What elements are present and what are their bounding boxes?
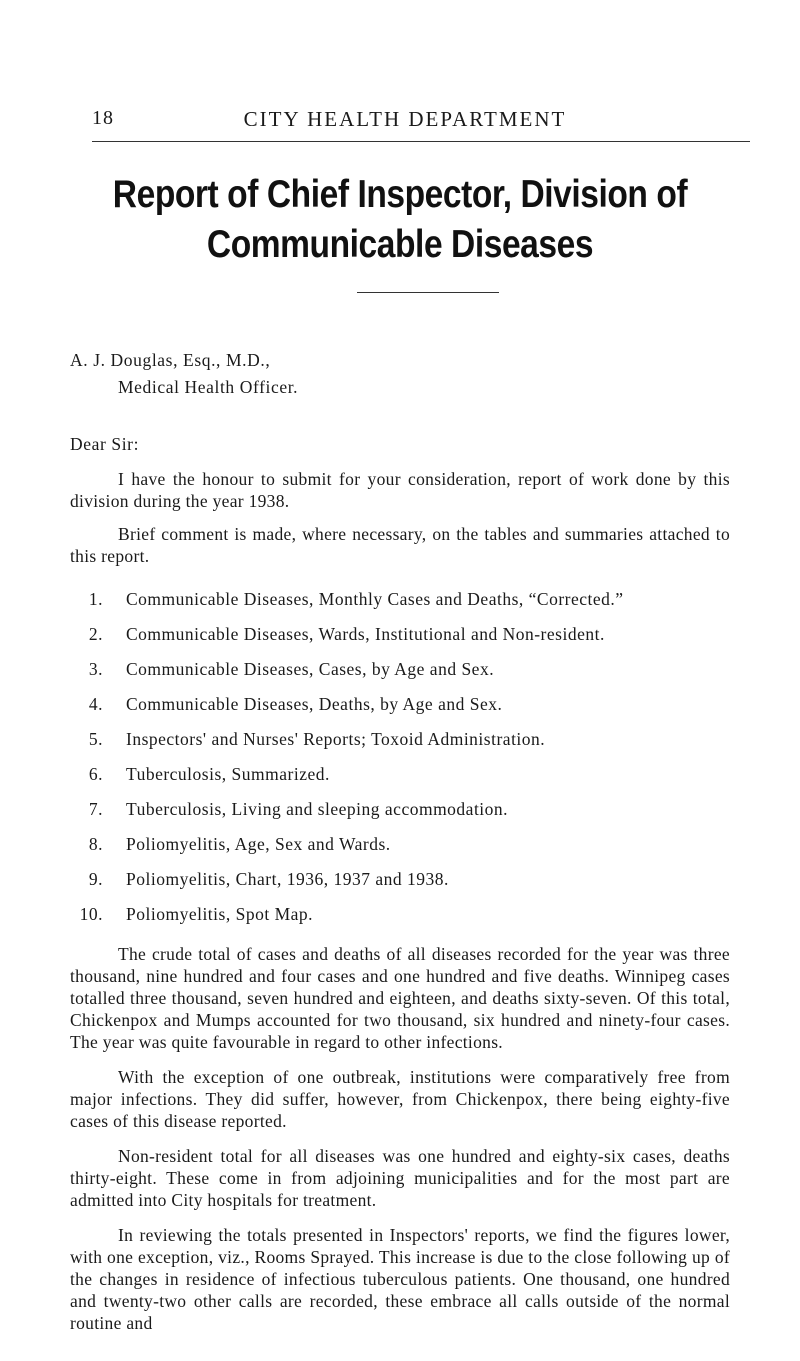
list-item-text: Tuberculosis, Summarized. — [126, 764, 330, 784]
list-item-text: Communicable Diseases, Wards, Institutional and Non-resident. — [126, 624, 605, 644]
list-item-text: Poliomyelitis, Chart, 1936, 1937 and 1938. — [126, 869, 449, 889]
report-title-line-2: Communicable Diseases — [206, 223, 594, 266]
list-item — [70, 693, 750, 728]
list-item-number: 6. — [88, 764, 103, 784]
non-resident-paragraph: Non-resident total for all diseases was one hundred and eighty-six cases, deaths thirty-eight. These come in from adjoining municipalities and for the most part are admitted into City hospitals for treatment. — [70, 1146, 730, 1210]
list-item-number: 3. — [88, 659, 103, 679]
list-item — [70, 798, 750, 833]
addressee-name: A. J. Douglas, Esq., M.D., — [70, 350, 271, 370]
list-item-text: Tuberculosis, Living and sleeping accommodation. — [126, 799, 509, 819]
report-title — [108, 170, 693, 270]
list-item-text: Poliomyelitis, Spot Map. — [126, 904, 314, 924]
title-rule — [357, 292, 499, 293]
list-item — [70, 833, 750, 868]
list-item-text: Poliomyelitis, Age, Sex and Wards. — [126, 834, 391, 854]
list-item-text: Communicable Diseases, Monthly Cases and Deaths, “Corrected.” — [126, 589, 624, 609]
list-item — [70, 868, 750, 903]
intro-paragraph: I have the honour to submit for your consideration, report of work done by this division during the year 1938. — [70, 469, 730, 511]
header-rule — [92, 141, 750, 142]
tables-list — [70, 588, 750, 938]
salutation: Dear Sir: — [70, 434, 140, 454]
list-item-number: 9. — [88, 869, 103, 889]
list-item-text: Inspectors' and Nurses' Reports; Toxoid Administration. — [126, 729, 546, 749]
running-header — [70, 107, 730, 137]
list-item — [70, 588, 750, 623]
list-item-number: 4. — [88, 694, 103, 714]
list-item-number: 1. — [88, 589, 103, 609]
list-item — [70, 658, 750, 693]
comment-paragraph: Brief comment is made, where necessary, on the tables and summaries attached to this report. — [70, 524, 730, 566]
list-item-number: 7. — [88, 799, 103, 819]
institutions-paragraph: With the exception of one outbreak, institutions were comparatively free from major infections. They did suffer, however, from Chickenpox, there being eighty-five cases of this disease reported. — [70, 1067, 730, 1131]
list-item-number: 2. — [88, 624, 103, 644]
list-item-number: 10. — [79, 904, 103, 924]
list-item — [70, 763, 750, 798]
addressee-title: Medical Health Officer. — [118, 377, 299, 397]
report-title-line-1: Report of Chief Inspector, Division of — [112, 173, 688, 216]
header-title: CITY HEALTH DEPARTMENT — [243, 107, 567, 131]
list-item-text: Communicable Diseases, Deaths, by Age and Sex. — [126, 694, 503, 714]
list-item-number: 5. — [88, 729, 103, 749]
list-item — [70, 728, 750, 763]
inspectors-paragraph: In reviewing the totals presented in Inspectors' reports, we find the figures lower, with one exception, viz., Rooms Sprayed. This increase is due to the close following up of the changes in residence of infectious tuberculous patients. One thousand, one hundred and twenty-two other calls are recorded, these embrace all calls outside of the normal routine and — [70, 1225, 730, 1333]
list-item — [70, 623, 750, 658]
list-item-text: Communicable Diseases, Cases, by Age and Sex. — [126, 659, 495, 679]
crude-total-paragraph: The crude total of cases and deaths of all diseases recorded for the year was three thousand, nine hundred and four cases and one hundred and five deaths. Winnipeg cases totalled three thousand, seven hundred and eighteen, and deaths sixty-seven. Of this total, Chickenpox and Mumps accounted for two thousand, six hundred and ninety-four cases. The year was quite favourable in regard to other infections. — [70, 944, 730, 1052]
list-item — [70, 903, 750, 938]
page-number: 18 — [92, 107, 114, 129]
list-item-number: 8. — [88, 834, 103, 854]
